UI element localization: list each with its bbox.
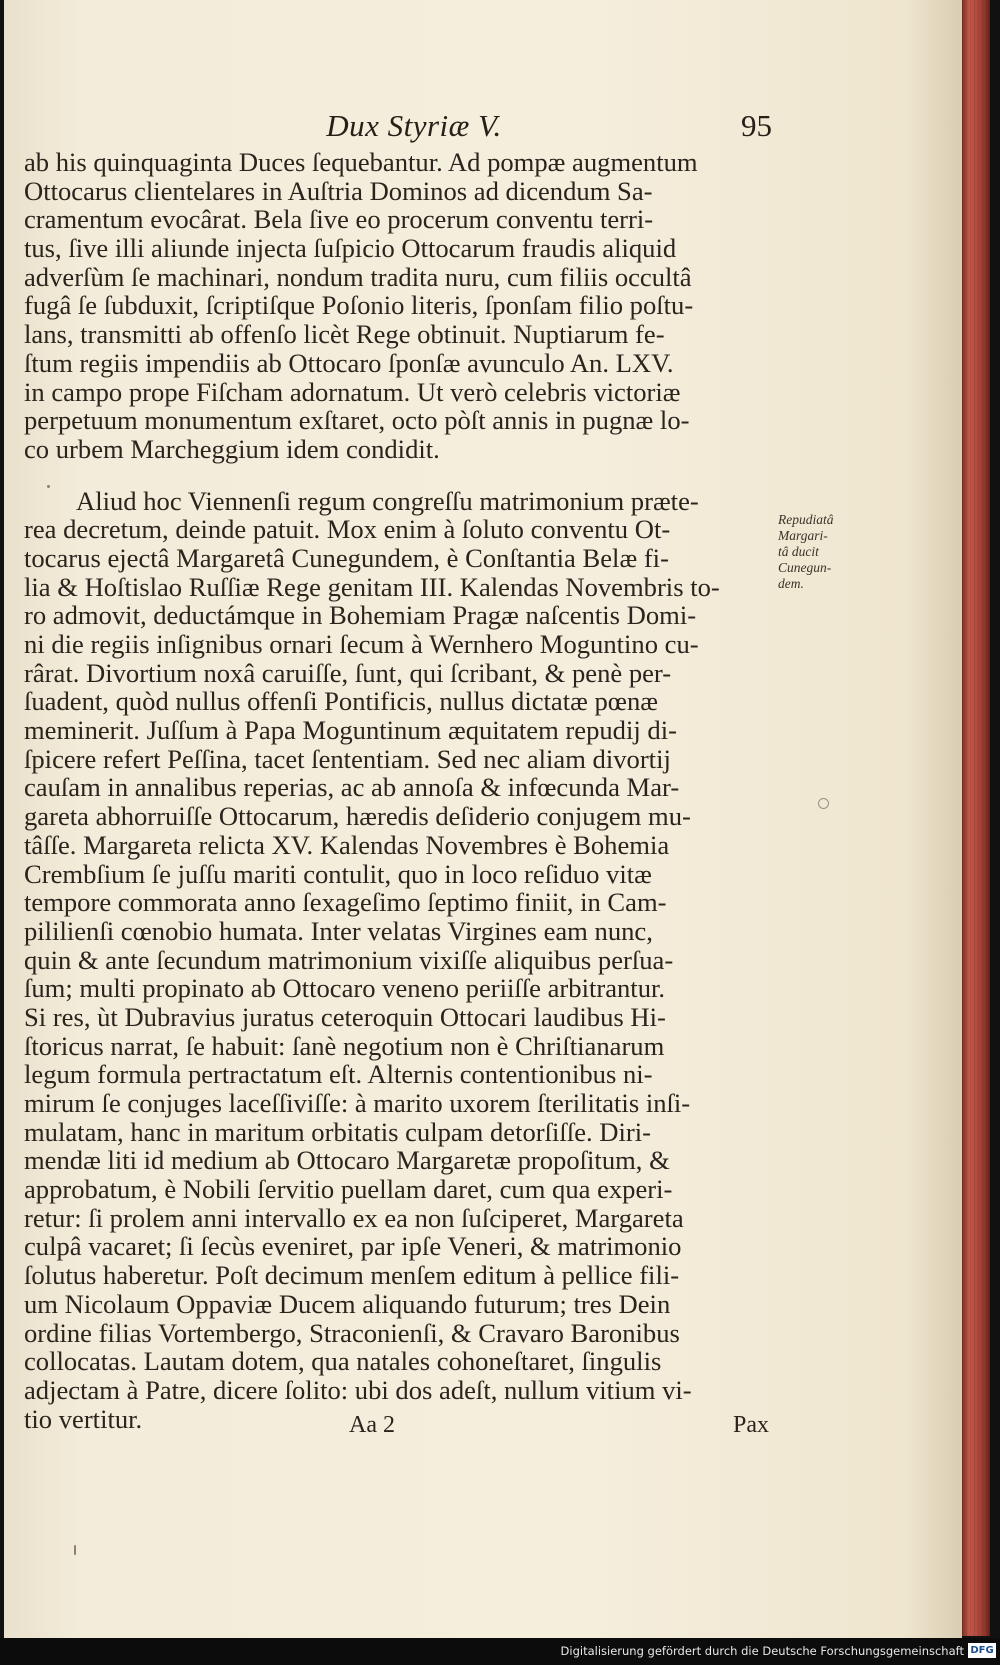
text-line: collocatas. Lautam dotem, qua natales cohoneſtaret, ſingulis xyxy=(24,1346,662,1377)
paper-speck xyxy=(47,485,50,488)
paper-blemish xyxy=(818,798,829,809)
text-line: tio vertitur. xyxy=(24,1403,143,1434)
body-text xyxy=(24,148,774,1433)
text-line: um Nicolaum Oppaviæ Ducem aliquando futurum; tres Dein xyxy=(24,1288,671,1319)
text-line: approbatum, è Nobili ſervitio puellam daret, cum qua experi- xyxy=(24,1174,673,1205)
paragraph-gap xyxy=(24,464,774,487)
text-line: tempore commorata anno ſexageſimo ſeptimo finiit, in Cam- xyxy=(24,887,667,918)
text-line: rea decretum, deinde patuit. Mox enim à ſoluto conventu Ot- xyxy=(24,514,671,545)
text-line: mendæ liti id medium ab Ottocaro Margaretæ propoſitum, & xyxy=(24,1145,670,1176)
text-line: gareta abhorruiſſe Ottocarum, hæredis deſiderio conjugem mu- xyxy=(24,801,691,832)
marginal-note-line: Repudiatâ xyxy=(778,512,834,527)
text-line: culpâ vacaret; ſi ſecùs eveniret, par ipſe Veneri, & matrimonio xyxy=(24,1231,682,1262)
text-line: fugâ ſe ſubduxit, ſcriptiſque Poſonio literis, ſponſam filio poſtu- xyxy=(24,290,694,321)
text-line: ſtoricus narrat, ſe habuit: ſanè negotium non è Chriſtianarum xyxy=(24,1030,665,1061)
page-number: 95 xyxy=(741,108,772,143)
text-line: rârat. Divortium noxâ caruiſſe, ſunt, qui ſcribant, & penè per- xyxy=(24,657,672,688)
text-line: in campo prope Fiſcham adornatum. Ut verò celebris victoriæ xyxy=(24,376,681,407)
text-line: retur: ſi prolem anni intervallo ex ea non ſuſciperet, Margareta xyxy=(24,1202,684,1233)
text-line: ro admovit, deductámque in Bohemiam Pragæ naſcentis Domi- xyxy=(24,600,697,631)
catchword: Pax xyxy=(733,1412,769,1438)
text-line: tâſſe. Margareta relicta XV. Kalendas Novembres è Bohemia xyxy=(24,829,670,860)
text-line: adverſùm ſe machinari, nondum tradita nuru, cum filiis occultâ xyxy=(24,261,692,292)
page-paper xyxy=(4,0,962,1638)
book-edge-texture xyxy=(962,0,990,1636)
marginal-note-line: dem. xyxy=(778,576,804,591)
book-edge-red xyxy=(962,0,990,1636)
text-line: Si res, ùt Dubravius juratus ceteroquin Ottocari laudibus Hi- xyxy=(24,1001,666,1032)
text-line: cramentum evocârat. Bela ſive eo procerum conventu terri- xyxy=(24,204,654,235)
text-line: tus, ſive illi aliunde injecta ſuſpicio Ottocarum fraudis aliquid xyxy=(24,233,677,264)
marginal-note-line: tâ ducit xyxy=(778,544,819,559)
paper-speck xyxy=(74,1545,76,1555)
paragraph-2 xyxy=(24,487,774,1434)
text-line: co urbem Marcheggium idem condidit. xyxy=(24,433,440,464)
marginal-note-line: Margari- xyxy=(778,528,828,543)
text-line: ſuadent, quòd nullus offenſi Pontificis, nullus dictatæ pœnæ xyxy=(24,686,659,717)
dfg-logo-icon: DFG xyxy=(968,1643,996,1658)
running-title: Dux Styriæ V. xyxy=(326,108,502,143)
text-line: tocarus ejectâ Margaretâ Cunegundem, è Conſtantia Belæ fi- xyxy=(24,542,669,573)
text-line: ordine filias Vortembergo, Straconienſi, & Cravaro Baronibus xyxy=(24,1317,680,1348)
text-line: pililienſi cœnobio humata. Inter velatas Virgines eam nunc, xyxy=(24,915,653,946)
text-line: cauſam in annalibus reperias, ac ab annoſa & infœcunda Mar- xyxy=(24,772,680,803)
signature-mark: Aa 2 xyxy=(349,1412,395,1438)
paragraph-1 xyxy=(24,148,774,464)
text-line: ab his quinquaginta Duces ſequebantur. Ad pompæ augmentum xyxy=(24,147,698,177)
text-line: lia & Hoſtislao Ruſſiæ Rege genitam III. Kalendas Novembris to- xyxy=(24,571,720,602)
text-line: ſtum regiis impendiis ab Ottocaro ſponſæ avunculo An. LXV. xyxy=(24,347,674,378)
text-line: legum formula pertractatum eſt. Alternis contentionibus ni- xyxy=(24,1059,653,1090)
text-line: Ottocarus clientelares in Auſtria Dominos ad dicendum Sa- xyxy=(24,175,653,206)
marginal-note xyxy=(778,512,840,592)
text-line: mulatam, hanc in maritum orbitatis culpam detorſiſſe. Diri- xyxy=(24,1116,652,1147)
marginal-note-line: Cunegun- xyxy=(778,560,832,575)
text-line: lans, transmitti ab offenſo licèt Rege obtinuit. Nuptiarum fe- xyxy=(24,319,665,350)
text-line: ſpicere refert Peſſina, tacet ſententiam. Sed nec aliam divortij xyxy=(24,743,671,774)
text-line: Aliud hoc Viennenſi regum congreſſu matrimonium præte- xyxy=(76,485,699,516)
text-line: ſum; multi propinato ab Ottocaro veneno periiſſe arbitrantur. xyxy=(24,973,666,1004)
text-line: ſolutus haberetur. Poſt decimum menſem editum à pellice fili- xyxy=(24,1260,680,1291)
footer-credit: Digitalisierung gefördert durch die Deutsche Forschungsgemeinschaft xyxy=(560,1644,964,1658)
text-line: perpetuum monumentum exſtaret, octo pòſt annis in pugnæ lo- xyxy=(24,405,690,436)
text-line: quin & ante ſecundum matrimonium vixiſſe aliquibus perſua- xyxy=(24,944,674,975)
text-line: meminerit. Juſſum à Papa Moguntinum æquitatem repudij di- xyxy=(24,715,677,746)
text-line: mirum ſe conjuges laceſſiviſſe: à marito uxorem ſterilitatis inſi- xyxy=(24,1088,691,1118)
text-line: Crembſium ſe juſſu mariti contulit, quo in loco reſiduo vitæ xyxy=(24,858,652,889)
text-line: ni die regiis inſignibus ornari ſecum à Wernhero Moguntino cu- xyxy=(24,629,699,659)
text-line: adjectam à Patre, dicere ſolito: ubi dos adeſt, nullum vitium vi- xyxy=(24,1374,692,1405)
